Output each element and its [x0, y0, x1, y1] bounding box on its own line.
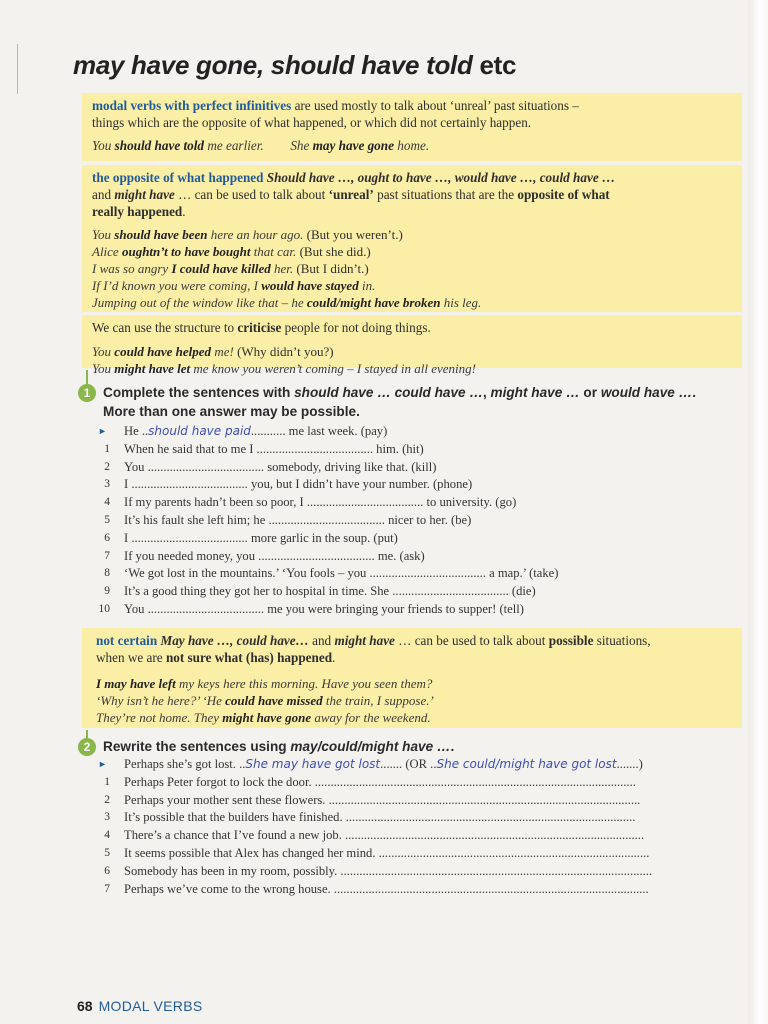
example-text: I was so angry: [92, 261, 172, 276]
example-bold: could/might have broken: [306, 295, 441, 310]
item-number: 4: [104, 829, 110, 842]
arrow-icon: ►: [98, 759, 107, 769]
example-text: Perhaps she’s got lost. ..: [124, 757, 246, 771]
margin-rule: [17, 44, 18, 94]
title-main: may have gone, should have told: [73, 50, 473, 80]
item-text: ‘We got lost in the mountains.’ ‘You fools – you ..................................... a map.’ (take): [124, 566, 559, 581]
example-text: You: [92, 344, 115, 359]
item-number: 1: [104, 442, 110, 455]
item-text: It’s possible that the builders have finished. ............................................................................................: [124, 810, 636, 825]
box2-text: .: [182, 204, 186, 219]
item-text: If my parents hadn’t been so poor, I ..................................... to university. (go): [124, 495, 517, 510]
instruction-text: .: [692, 385, 696, 400]
explanation-box-opposite: [82, 165, 742, 376]
example-text: the train, I suppose.’: [322, 693, 434, 708]
example-bold: may have gone: [312, 138, 394, 153]
example-text: You: [92, 227, 115, 242]
box2-forms: Should have …, ought to have …, would have …, could have …: [266, 170, 616, 185]
box2-text: … can be used to talk about: [174, 187, 329, 202]
box2-bold: might have: [114, 187, 175, 202]
example-bold: might have let: [114, 361, 191, 376]
box3-bold: possible: [548, 633, 594, 648]
item-number: 8: [104, 567, 110, 580]
example-bold: would have stayed: [261, 278, 359, 293]
example-bold: could have helped: [114, 344, 212, 359]
example-text: ‘Why isn’t he here?’ ‘He: [96, 693, 226, 708]
example-text: that car.: [250, 244, 297, 259]
example-text: here an hour ago.: [207, 227, 304, 242]
example-note: (But she did.): [296, 244, 371, 259]
item-number: 2: [104, 460, 110, 473]
box1-heading: modal verbs with perfect infinitives: [92, 98, 292, 113]
example-text: ........... me last week. (pay): [250, 424, 388, 438]
instruction-text: Complete the sentences with: [103, 385, 295, 400]
example-text: home.: [393, 138, 430, 153]
example-text: my keys here this morning. Have you seen them?: [175, 676, 433, 691]
box2-bold: opposite of what: [517, 187, 610, 202]
example-text: You: [92, 361, 115, 376]
exercise-1-instructions: [103, 383, 696, 421]
handwritten-answer[interactable]: She could/might have got lost: [436, 757, 617, 771]
box3-bold: might have: [334, 633, 395, 648]
example-bold: could have missed: [225, 693, 323, 708]
title-suffix: etc: [479, 50, 517, 80]
item-number: 1: [104, 775, 110, 788]
example-text: in.: [358, 278, 376, 293]
box3-bold: not sure what (has) happened: [165, 650, 333, 665]
example-note: (But you weren’t.): [303, 227, 403, 242]
exercise-marker-line: [86, 370, 88, 384]
example-text: his leg.: [440, 295, 482, 310]
item-number: 5: [104, 513, 110, 526]
example-text: away for the weekend.: [311, 710, 431, 725]
example-note: (Why didn’t you?): [233, 344, 334, 359]
item-text: You ..................................... somebody, driving like that. (kill): [124, 459, 437, 474]
page-footer: [77, 998, 203, 1014]
item-number: 3: [104, 478, 110, 491]
box1-line2: things which are the opposite of what happened, or which did not certainly happen.: [92, 115, 532, 130]
section-name: MODAL VERBS: [98, 998, 203, 1014]
box2-bold: criticise: [237, 320, 282, 335]
box2-text: past situations that are the: [373, 187, 518, 202]
example-bold: I may have left: [96, 676, 176, 691]
box1-examples: [92, 137, 732, 154]
example-text: You: [92, 138, 115, 153]
item-number: 6: [104, 864, 110, 877]
example-text: me know you weren’t coming – I stayed in all evening!: [190, 361, 476, 376]
exercise-2-instructions: [103, 737, 454, 756]
item-text: If you needed money, you ..................................... me. (ask): [124, 548, 425, 563]
item-text: You ..................................... me you were bringing your friends to supper! (tell): [124, 601, 524, 616]
instruction-italic: may/could/might have …: [290, 739, 451, 754]
exercise-number-badge: 1: [78, 384, 96, 402]
item-text: I ..................................... you, but I didn’t have your number. (phone): [124, 477, 473, 492]
item-text: Perhaps we’ve come to the wrong house. ....................................................................................................: [124, 881, 649, 896]
item-text: I ..................................... more garlic in the soup. (put): [124, 530, 398, 545]
instruction-line2: More than one answer may be possible.: [103, 404, 360, 419]
item-number: 10: [98, 602, 110, 615]
instruction-text: ,: [482, 385, 491, 400]
item-text: Perhaps Peter forgot to lock the door. ......................................................................................................: [124, 774, 636, 789]
example-text: He ..: [124, 424, 149, 438]
box2-bold: ‘unreal’: [328, 187, 374, 202]
instruction-text: .: [450, 739, 455, 754]
example-text: me!: [211, 344, 234, 359]
box3-examples: [96, 675, 728, 726]
box2-heading: the opposite of what happened: [92, 170, 264, 185]
box1-line1: are used mostly to talk about ‘unreal’ past situations –: [291, 98, 579, 113]
item-text: It’s a good thing they got her to hospital in time. She ..................................... (die): [124, 584, 536, 599]
box2-text: and: [92, 187, 115, 202]
example-text: ....... (OR ..: [380, 757, 437, 771]
item-number: 4: [104, 496, 110, 509]
item-number: 6: [104, 531, 110, 544]
box3-text: situations,: [593, 633, 651, 648]
box3-bold: May have …, could have…: [160, 633, 309, 648]
box2-examples: [92, 226, 732, 311]
instruction-italic: might have …: [490, 385, 580, 400]
box2-text: people for not doing things.: [281, 320, 431, 335]
page-number: 68: [77, 998, 93, 1014]
exercise-number-badge: 2: [78, 738, 96, 756]
arrow-icon: ►: [98, 426, 107, 436]
box3-text: and: [308, 633, 335, 648]
example-text: her.: [270, 261, 294, 276]
explanation-box-perfect-infinitives: [82, 93, 742, 161]
box2-text: We can use the structure to: [92, 320, 238, 335]
example-bold: might have gone: [222, 710, 312, 725]
example-text: They’re not home. They: [96, 710, 223, 725]
handwritten-answer[interactable]: She may have got lost: [245, 757, 381, 771]
item-number: 2: [104, 793, 110, 806]
instruction-italic: should have … could have …: [294, 385, 483, 400]
box2-criticise-examples: [92, 343, 732, 377]
example-text: She: [290, 138, 313, 153]
example-note: (But I didn’t.): [293, 261, 369, 276]
example-text: Jumping out of the window like that – he: [92, 295, 307, 310]
box3-text: when we are: [96, 650, 166, 665]
example-bold: should have told: [114, 138, 205, 153]
instruction-text: or: [579, 385, 601, 400]
item-number: 7: [104, 882, 110, 895]
item-number: 7: [104, 549, 110, 562]
item-text: When he said that to me I ..................................... him. (hit): [124, 441, 424, 456]
example-bold: oughtn’t to have bought: [121, 244, 251, 259]
item-number: 5: [104, 846, 110, 859]
item-text: There’s a chance that I’ve found a new job. ...............................................................................................: [124, 828, 645, 843]
instruction-italic: would have …: [600, 385, 693, 400]
item-text: It seems possible that Alex has changed her mind. ......................................................................................: [124, 845, 650, 860]
box-divider: [82, 312, 742, 315]
box3-text: … can be used to talk about: [394, 633, 549, 648]
item-text: It’s his fault she left him; he ..................................... nicer to her. (be): [124, 512, 472, 527]
example-bold: I could have killed: [171, 261, 271, 276]
example-text: me earlier.: [204, 138, 264, 153]
example-bold: should have been: [114, 227, 208, 242]
box3-heading: not certain: [96, 633, 158, 648]
box2-bold: really happened: [92, 204, 183, 219]
item-text: Somebody has been in my room, possibly. ...................................................................................................: [124, 863, 653, 878]
item-number: 9: [104, 585, 110, 598]
item-number: 3: [104, 811, 110, 824]
box3-text: .: [332, 650, 336, 665]
handwritten-answer[interactable]: should have paid: [148, 424, 251, 438]
example-text: If I’d known you were coming, I: [92, 278, 262, 293]
instruction-text: Rewrite the sentences using: [103, 739, 291, 754]
explanation-box-not-certain: [82, 628, 742, 728]
example-text: .......): [616, 757, 643, 771]
example-text: Alice: [92, 244, 122, 259]
page-title: [73, 50, 516, 81]
page-edge: [748, 0, 768, 1024]
item-text: Perhaps your mother sent these flowers. ...................................................................................................: [124, 792, 641, 807]
